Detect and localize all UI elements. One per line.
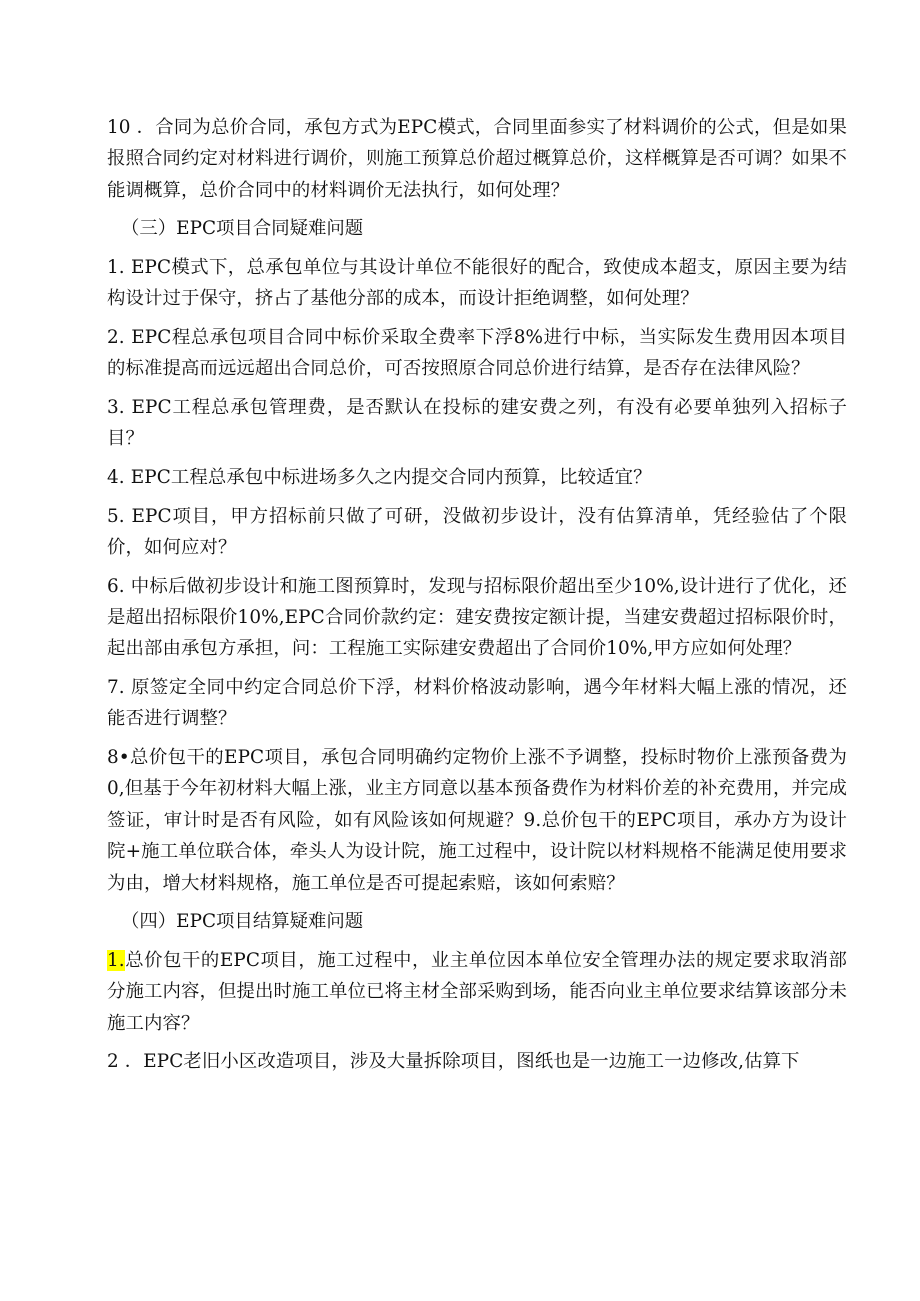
list-item: 2 ．EPC老旧小区改造项目，涉及大量拆除项目，图纸也是一边施工一边修改,估算下	[107, 1051, 800, 1073]
paragraph-item-10: 10 ．合同为总价合同，承包方式为EPC模式，合同里面参实了材料调价的公式，但是如果报照合同约定对材料进行调价，则施工预算总价超过概算总价，这样概算是否可调？如果不能调概算，总价合同中的材料调价无法执行，如何处理？	[107, 117, 847, 201]
list-item: 5. EPC项目，甲方招标前只做了可研，没做初步设计，没有估算清单，凭经验估了个限价，如何应对？	[107, 505, 847, 558]
list-item: 3. EPC工程总承包管理费，是否默认在投标的建安费之列，有没有必要单独列入招标子目？	[107, 397, 847, 450]
highlighted-number: 1.	[107, 949, 125, 971]
list-item: 4. EPC工程总承包中标进场多久之内提交合同内预算，比较适宜？	[107, 467, 652, 488]
list-item: 7. 原签定全同中约定合同总价下浮，材料价格波动影响，遇今年材料大幅上涨的情况，还能否进行调整？	[107, 677, 847, 730]
list-item: 6. 中标后做初步设计和施工图预算时，发现与招标限价超出至少10%,设计进行了优化，还是超出招标限价10%,EPC合同价款约定：建安费按定额计提，当建安费超过招标限价时，起出部由承包方承担，问：工程施工实际建安费超出了合同价10%,甲方应如何处理？	[107, 575, 847, 660]
list-item: 1. EPC模式下，总承包单位与其设计单位不能很好的配合，致使成本超支，原因主要为结构设计过于保守，挤占了基他分部的成本，而设计拒绝调整，如何处理？	[107, 257, 847, 310]
document-page	[107, 112, 847, 1085]
section-heading-3: （三）EPC项目合同疑难问题	[121, 218, 364, 240]
list-item	[107, 945, 847, 1039]
list-item-text: 总价包干的EPC项目，施工过程中，业主单位因本单位安全管理办法的规定要求取消部分施工内容，但提出时施工单位已将主材全部采购到场，能否向业主单位要求结算该部分未施工内容？	[107, 949, 847, 1034]
section-heading-4: （四）EPC项目结算疑难问题	[121, 911, 364, 933]
list-item: 8•总价包干的EPC项目，承包合同明确约定物价上涨不予调整，投标时物价上涨预备费为0,但基于今年初材料大幅上涨，业主方同意以基本预备费作为材料价差的补充费用，并完成签证，审计时是否有风险，如有风险该如何规避？9.总价包干的EPC项目，承办方为设计院+施工单位联合体，牵头人为设计院，施工过程中，设计院以材料规格不能满足使用要求为由，增大材料规格，施工单位是否可提起索赔，该如何索赔？	[107, 747, 847, 894]
list-item: 2. EPC程总承包项目合同中标价采取全费率下浮8%进行中标，当实际发生费用因本项目的标准提高而远远超出合同总价，可否按照原合同总价进行结算，是否存在法律风险？	[107, 327, 847, 380]
